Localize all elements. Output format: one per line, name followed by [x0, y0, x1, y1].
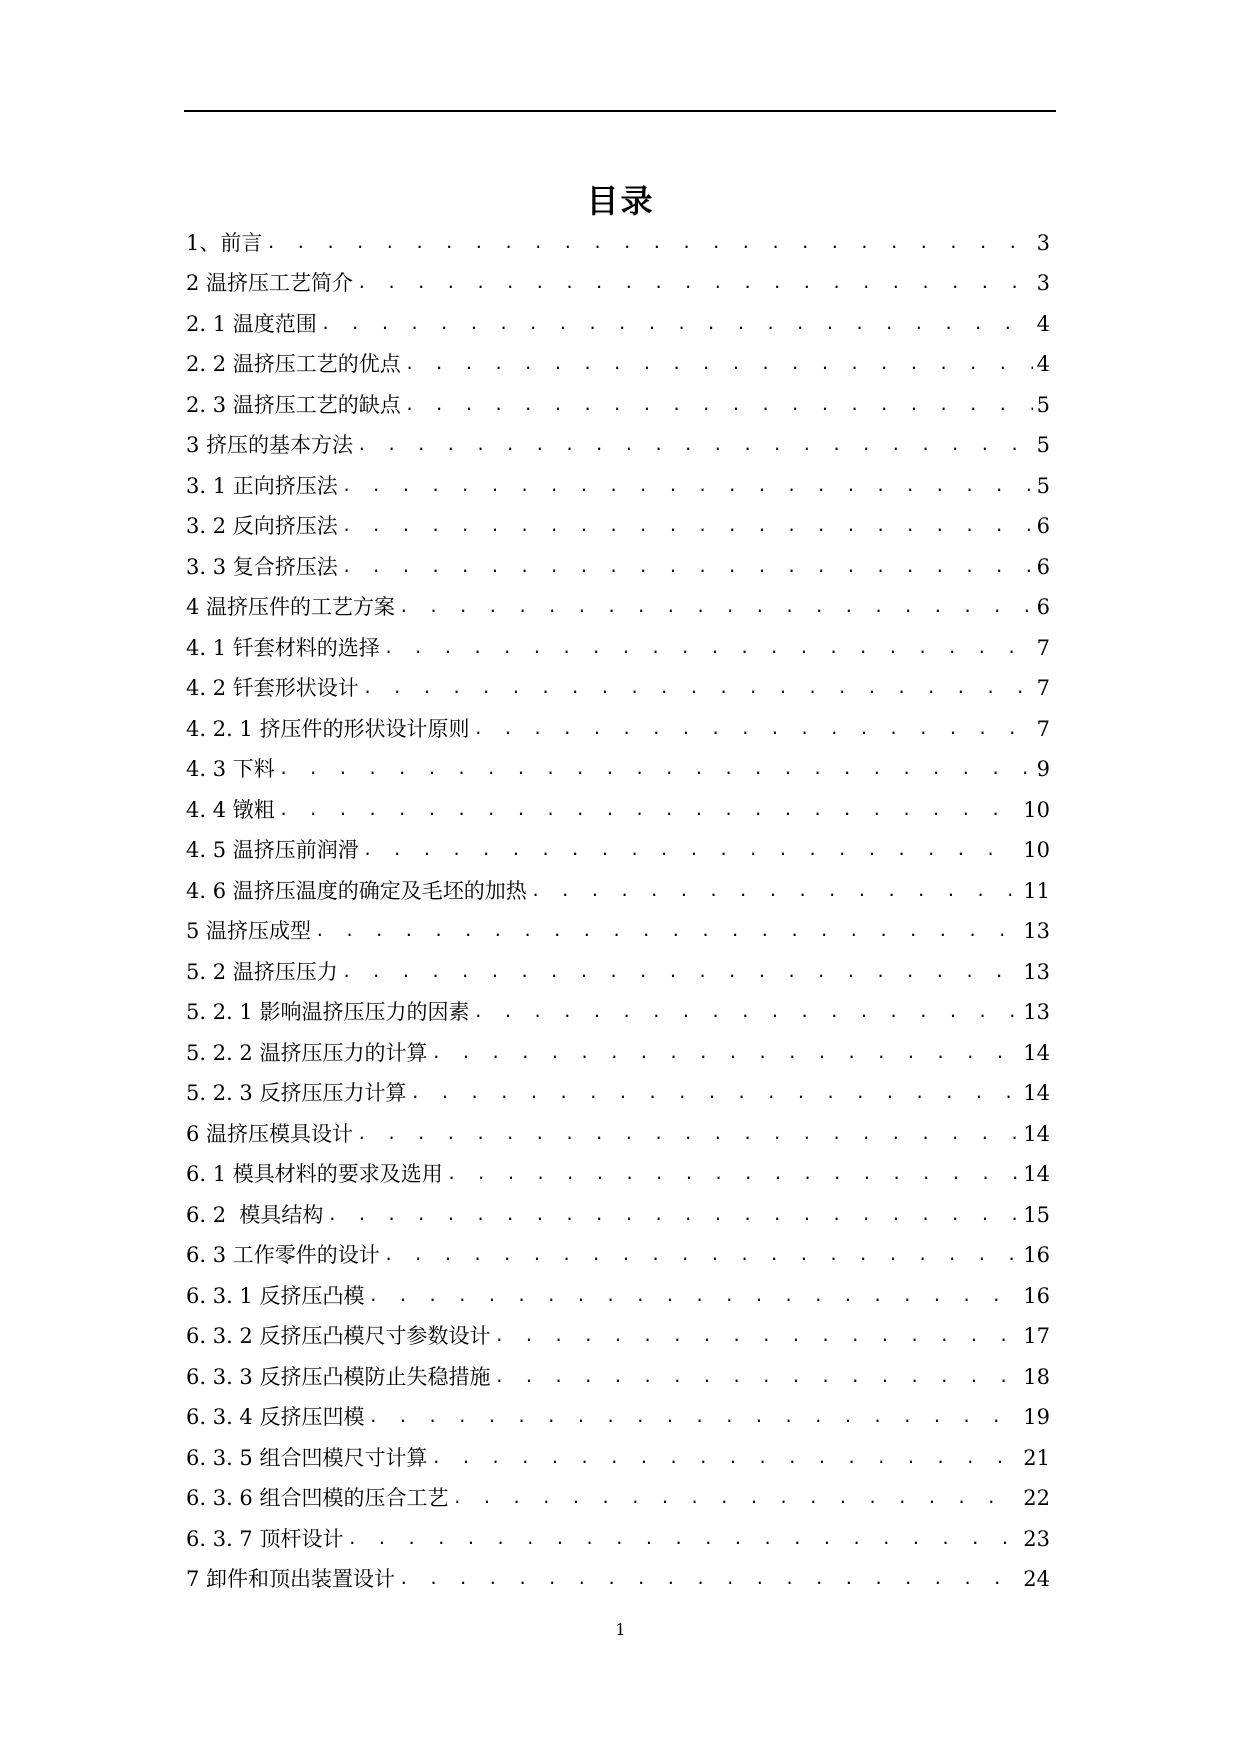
toc-entry-text: 3. 3 复合挤压法: [186, 554, 338, 579]
toc-leader-dots: [357, 431, 1033, 459]
toc-leader-dots: [363, 836, 1020, 864]
toc-entry-text: 7 卸件和顶出装置设计: [186, 1567, 396, 1591]
toc-entry[interactable]: [186, 540, 1050, 581]
toc-entry-text: 6. 3. 5 组合凹模尺寸计算: [186, 1445, 428, 1470]
toc-entry-page: 7: [1036, 676, 1050, 700]
toc-entry-page: 7: [1036, 635, 1050, 660]
toc-entry[interactable]: [186, 1512, 1050, 1553]
toc-leader-dots: [531, 877, 1020, 905]
toc-entry-page: 13: [1023, 1000, 1050, 1024]
toc-entry[interactable]: [186, 1310, 1050, 1351]
toc-leader-dots: [452, 1484, 1019, 1512]
toc-entry-page: 5: [1036, 433, 1050, 457]
toc-entry[interactable]: [186, 1391, 1050, 1432]
toc-entry[interactable]: [186, 581, 1050, 622]
toc-entry-page: 5: [1036, 473, 1050, 498]
toc-entry-page: 9: [1036, 757, 1050, 781]
toc-entry-text: 1、前言: [186, 230, 263, 255]
page-number: 1: [615, 1620, 626, 1639]
toc-entry-text: 6. 3. 6 组合凹模的压合工艺: [186, 1486, 449, 1510]
toc-entry-page: 13: [1023, 919, 1050, 943]
toc-entry-text: 3 挤压的基本方法: [186, 433, 354, 457]
toc-leader-dots: [342, 472, 1033, 500]
toc-entry[interactable]: [186, 216, 1050, 257]
toc-entry[interactable]: [186, 621, 1050, 662]
toc-entry-page: 22: [1023, 1486, 1050, 1510]
toc-entry-page: 11: [1023, 878, 1050, 903]
toc-entry-page: 3: [1036, 271, 1050, 295]
toc-entry-text: 6. 2 模具结构: [186, 1202, 324, 1227]
toc-leader-dots: [473, 998, 1019, 1026]
toc-entry-text: 4. 4 镦粗: [186, 797, 275, 822]
toc-entry[interactable]: [186, 945, 1050, 986]
toc-entry-text: 4. 6 温挤压温度的确定及毛坯的加热: [186, 878, 527, 903]
toc-entry[interactable]: [186, 1269, 1050, 1310]
toc-entry-page: 4: [1036, 311, 1050, 336]
toc-entry[interactable]: [186, 297, 1050, 338]
toc-entry-page: 18: [1023, 1364, 1050, 1389]
toc-entry-text: 3. 2 反向挤压法: [186, 514, 338, 538]
toc-leader-dots: [327, 1201, 1019, 1229]
toc-entry-text: 6. 3 工作零件的设计: [186, 1243, 380, 1267]
toc-leader-dots: [405, 350, 1033, 378]
toc-entry[interactable]: [186, 986, 1050, 1027]
toc-entry[interactable]: [186, 1553, 1050, 1594]
toc-leader-dots: [357, 1120, 1019, 1148]
toc-leader-dots: [342, 553, 1033, 581]
toc-entry-page: 13: [1023, 959, 1050, 984]
toc-leader-dots: [279, 796, 1020, 824]
toc-entry[interactable]: [186, 1107, 1050, 1148]
toc-entry-page: 15: [1023, 1202, 1050, 1227]
toc-entry-text: 4. 2 钎套形状设计: [186, 676, 359, 700]
toc-leader-dots: [405, 391, 1033, 419]
toc-leader-dots: [266, 229, 1032, 257]
toc-leader-dots: [368, 1282, 1019, 1310]
toc-entry[interactable]: [186, 905, 1050, 946]
toc-entry-page: 10: [1023, 838, 1050, 862]
toc-entry-text: 6. 3. 1 反挤压凸模: [186, 1283, 365, 1308]
toc-leader-dots: [494, 1363, 1019, 1391]
toc-entry[interactable]: [186, 1026, 1050, 1067]
toc-entry-page: 7: [1036, 716, 1050, 741]
toc-entry-text: 4. 2. 1 挤压件的形状设计原则: [186, 716, 470, 741]
toc-entry[interactable]: [186, 1350, 1050, 1391]
toc-entry-page: 16: [1023, 1243, 1050, 1267]
toc-leader-dots: [342, 512, 1033, 540]
toc-entry[interactable]: [186, 378, 1050, 419]
toc-entry-text: 2. 1 温度范围: [186, 311, 317, 336]
toc-entry-page: 24: [1023, 1567, 1050, 1591]
toc-entry-page: 4: [1036, 352, 1050, 376]
toc-entry[interactable]: [186, 419, 1050, 460]
toc-entry-text: 4. 3 下料: [186, 757, 275, 781]
toc-entry-text: 2. 2 温挤压工艺的优点: [186, 352, 401, 376]
header-rule: [184, 110, 1056, 112]
table-of-contents: [186, 216, 1050, 1593]
toc-entry-text: 3. 1 正向挤压法: [186, 473, 338, 498]
toc-entry[interactable]: [186, 1148, 1050, 1189]
toc-entry[interactable]: [186, 702, 1050, 743]
toc-leader-dots: [363, 674, 1033, 702]
toc-entry-page: 6: [1036, 514, 1050, 538]
toc-entry-text: 6. 1 模具材料的要求及选用: [186, 1162, 443, 1186]
toc-leader-dots: [368, 1403, 1019, 1431]
toc-entry[interactable]: [186, 1472, 1050, 1513]
toc-leader-dots: [431, 1039, 1019, 1067]
toc-entry[interactable]: [186, 783, 1050, 824]
toc-entry[interactable]: [186, 338, 1050, 379]
toc-leader-dots: [384, 634, 1033, 662]
toc-leader-dots: [347, 1525, 1019, 1553]
toc-entry-text: 5. 2. 1 影响温挤压压力的因素: [186, 1000, 470, 1024]
page-title: 目录: [586, 182, 655, 221]
toc-entry-page: 14: [1023, 1081, 1050, 1105]
toc-leader-dots: [399, 1565, 1019, 1593]
toc-entry-page: 10: [1023, 797, 1050, 822]
toc-entry-text: 6. 3. 4 反挤压凹模: [186, 1405, 365, 1429]
toc-leader-dots: [357, 269, 1033, 297]
toc-leader-dots: [342, 958, 1020, 986]
toc-entry-text: 5 温挤压成型: [186, 919, 312, 943]
toc-entry-text: 6 温挤压模具设计: [186, 1121, 354, 1146]
toc-entry[interactable]: [186, 1067, 1050, 1108]
toc-leader-dots: [494, 1322, 1019, 1350]
toc-entry[interactable]: [186, 257, 1050, 298]
toc-entry-page: 21: [1023, 1445, 1050, 1470]
toc-entry-page: 6: [1036, 595, 1050, 619]
toc-entry-text: 6. 3. 3 反挤压凸模防止失稳措施: [186, 1364, 491, 1389]
toc-entry-page: 23: [1023, 1526, 1050, 1551]
toc-entry-text: 6. 3. 2 反挤压凸模尺寸参数设计: [186, 1324, 491, 1348]
toc-entry-text: 2 温挤压工艺简介: [186, 271, 354, 295]
toc-entry-page: 16: [1023, 1283, 1050, 1308]
toc-entry-text: 5. 2. 2 温挤压压力的计算: [186, 1040, 428, 1065]
toc-entry[interactable]: [186, 459, 1050, 500]
toc-entry-page: 6: [1036, 554, 1050, 579]
toc-entry[interactable]: [186, 824, 1050, 865]
toc-leader-dots: [410, 1079, 1019, 1107]
toc-entry-text: 4 温挤压件的工艺方案: [186, 595, 396, 619]
toc-leader-dots: [321, 310, 1033, 338]
toc-entry[interactable]: [186, 1188, 1050, 1229]
toc-entry-text: 6. 3. 7 顶杆设计: [186, 1526, 344, 1551]
toc-entry[interactable]: [186, 662, 1050, 703]
toc-entry-page: 14: [1023, 1040, 1050, 1065]
toc-entry-page: 19: [1023, 1405, 1050, 1429]
toc-entry[interactable]: [186, 1229, 1050, 1270]
toc-leader-dots: [279, 755, 1033, 783]
toc-entry-page: 3: [1036, 230, 1050, 255]
toc-entry[interactable]: [186, 743, 1050, 784]
toc-leader-dots: [384, 1241, 1020, 1269]
toc-entry[interactable]: [186, 500, 1050, 541]
toc-entry-page: 5: [1036, 392, 1050, 417]
toc-entry-page: 17: [1023, 1324, 1050, 1348]
toc-entry[interactable]: [186, 864, 1050, 905]
toc-entry-text: 4. 5 温挤压前润滑: [186, 838, 359, 862]
toc-leader-dots: [315, 917, 1019, 945]
toc-entry-page: 14: [1023, 1121, 1050, 1146]
toc-leader-dots: [447, 1160, 1020, 1188]
toc-entry-page: 14: [1023, 1162, 1050, 1186]
toc-entry[interactable]: [186, 1431, 1050, 1472]
toc-entry-text: 4. 1 钎套材料的选择: [186, 635, 380, 660]
toc-leader-dots: [399, 593, 1033, 621]
toc-leader-dots: [431, 1444, 1019, 1472]
toc-entry-text: 5. 2 温挤压压力: [186, 959, 338, 984]
toc-entry-text: 5. 2. 3 反挤压压力计算: [186, 1081, 407, 1105]
toc-leader-dots: [473, 715, 1032, 743]
toc-entry-text: 2. 3 温挤压工艺的缺点: [186, 392, 401, 417]
